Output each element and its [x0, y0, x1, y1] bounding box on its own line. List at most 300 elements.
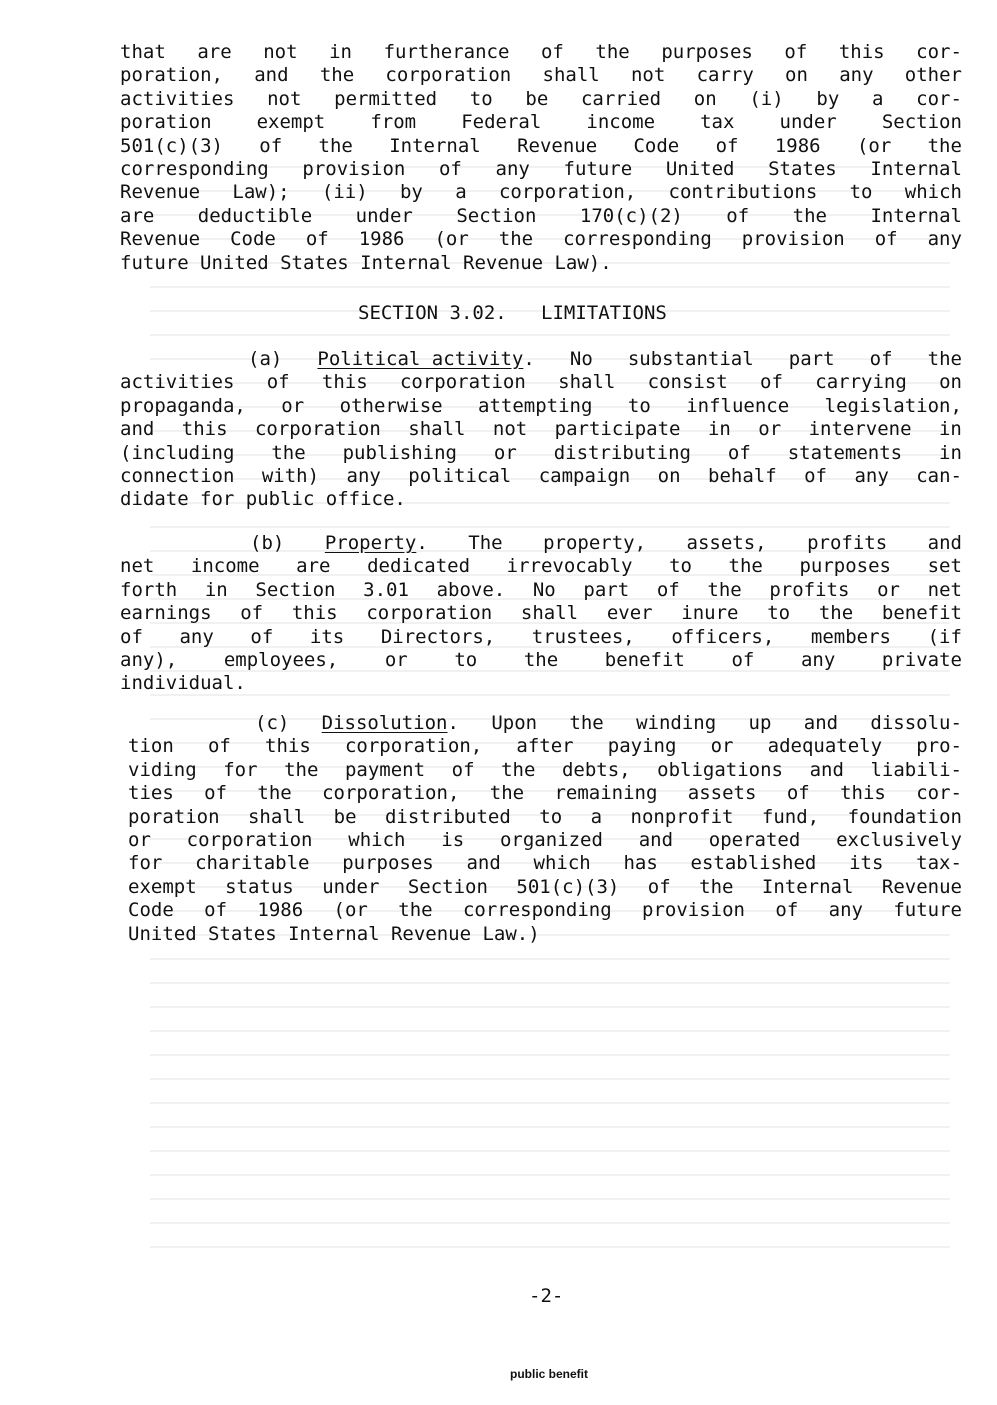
word: or — [128, 828, 151, 851]
word: (or — [434, 228, 469, 251]
text-line — [128, 852, 962, 875]
word: in — [204, 578, 228, 601]
word: the — [319, 64, 355, 87]
word: behalf — [708, 464, 777, 487]
word: irrevocably — [506, 555, 633, 578]
word: winding — [636, 712, 717, 734]
word: Section — [881, 111, 962, 134]
word: for — [223, 758, 258, 781]
word: part — [583, 578, 630, 601]
word: exclusively — [836, 828, 962, 851]
word: (including — [120, 441, 235, 464]
word: shall — [542, 64, 600, 87]
word: substantial — [627, 348, 754, 370]
word: payment — [344, 758, 426, 781]
word: future — [120, 251, 189, 274]
word: net — [120, 555, 155, 578]
word: up — [748, 712, 772, 734]
word: its — [309, 625, 345, 648]
word: to — [849, 181, 873, 204]
word: and — [803, 712, 839, 734]
word: Internal — [389, 134, 481, 157]
word: charitable — [195, 852, 310, 875]
word: poration, — [120, 64, 223, 87]
word: and — [638, 828, 674, 851]
word: participate — [554, 418, 681, 441]
word: States — [768, 157, 837, 180]
word: inure — [681, 602, 739, 625]
word: of — [250, 625, 274, 648]
word: shall — [247, 805, 306, 828]
word: of — [726, 204, 750, 227]
word: nonprofit — [630, 805, 734, 828]
text-line — [120, 158, 962, 181]
subsection-title: Dissolution — [321, 712, 448, 734]
subsection-label: (a) — [248, 348, 283, 370]
word: otherwise — [339, 394, 443, 417]
word: the — [498, 228, 534, 251]
word: assets, — [686, 532, 767, 554]
text-line — [120, 602, 962, 625]
word: are — [296, 555, 331, 578]
text-line — [120, 135, 962, 158]
word: dissolu- — [870, 712, 962, 734]
word: under — [355, 204, 413, 227]
word: shall — [558, 371, 616, 394]
word: Law). — [554, 251, 612, 274]
word: the — [489, 782, 525, 805]
word: the — [398, 899, 433, 922]
word: purposes — [342, 852, 434, 875]
word: any — [800, 648, 836, 671]
word: organized — [499, 828, 603, 851]
word: benefit — [881, 602, 962, 625]
word: attempting — [478, 394, 593, 417]
word: Revenue — [881, 875, 962, 898]
paragraph-dissolution — [120, 712, 962, 946]
word: under — [779, 111, 837, 134]
word: pro- — [916, 735, 962, 758]
word: the — [257, 782, 292, 805]
section-heading: SECTION 3.02. LIMITATIONS — [358, 302, 667, 324]
word: be — [525, 87, 549, 110]
word: distributing — [553, 441, 691, 464]
word: 3.01 — [363, 578, 409, 601]
word: publishing — [342, 441, 457, 464]
word: any — [346, 464, 381, 487]
word: on — [785, 64, 808, 87]
word: corresponding — [563, 228, 712, 251]
word: United — [665, 157, 735, 180]
word: of — [240, 602, 264, 625]
paragraph-property — [120, 532, 962, 696]
word: tax- — [916, 852, 962, 875]
footer-label: public benefit — [510, 1367, 588, 1381]
word: corresponding — [462, 899, 612, 922]
text-line — [128, 806, 962, 829]
word: Internal — [870, 204, 962, 227]
subsection-label: (b) — [250, 532, 285, 554]
word: Revenue — [517, 134, 598, 157]
word: the — [728, 555, 763, 578]
word: to — [454, 648, 478, 671]
word: to — [669, 555, 692, 578]
word: any — [828, 899, 863, 922]
text-line — [120, 488, 962, 511]
word: which — [348, 828, 406, 851]
word: of — [869, 348, 893, 370]
word: debts, — [561, 758, 631, 781]
word: the — [271, 441, 306, 464]
word: legislation, — [824, 394, 962, 417]
word: 1986 — [257, 899, 304, 922]
word: are — [197, 41, 232, 63]
word: dedicated — [367, 555, 471, 578]
word: any), — [120, 648, 178, 671]
word: 170(c)(2) — [579, 204, 683, 227]
word: Code — [128, 899, 174, 922]
word: or — [877, 578, 900, 601]
word: or — [281, 394, 305, 417]
word: Upon — [491, 712, 538, 734]
subsection-title-group: Political activity. — [317, 348, 535, 370]
word: or — [758, 418, 782, 441]
word: are — [120, 204, 155, 227]
word: furtherance — [383, 41, 510, 63]
word: United — [200, 251, 269, 274]
word: influence — [686, 394, 790, 417]
word: corporation, — [498, 181, 637, 204]
word: ties — [128, 782, 174, 805]
word: provision — [741, 228, 845, 251]
word: the — [501, 758, 536, 781]
word: and — [927, 532, 962, 554]
word: tax — [700, 111, 735, 134]
word: any — [854, 464, 889, 487]
word: of — [804, 464, 827, 487]
word: propaganda, — [120, 394, 246, 417]
text-line — [128, 735, 962, 758]
word: not — [492, 418, 528, 441]
word: for — [128, 852, 163, 875]
word: of — [786, 782, 810, 805]
word: consist — [647, 371, 728, 394]
word: in — [329, 41, 352, 63]
word: on — [693, 87, 717, 110]
word: that — [120, 41, 166, 63]
word: poration — [128, 805, 220, 828]
text-line — [120, 395, 962, 418]
word: any — [495, 157, 530, 180]
word: members — [810, 625, 891, 648]
word: with) — [261, 464, 320, 487]
word: a — [871, 87, 884, 110]
word: or — [710, 735, 734, 758]
word: a — [590, 805, 603, 828]
word: of — [305, 228, 329, 251]
text-line — [120, 418, 962, 441]
word: other — [904, 64, 962, 87]
word: Code — [633, 134, 680, 157]
word: this — [181, 418, 228, 441]
word: status — [225, 875, 294, 898]
word: Section — [255, 578, 336, 601]
word: contributions — [668, 181, 818, 204]
word: assets — [687, 782, 757, 805]
text-line — [120, 442, 962, 465]
word: from — [370, 111, 417, 134]
word: adequately — [767, 735, 883, 758]
word: the — [523, 648, 559, 671]
word: has — [623, 852, 658, 875]
word: the — [284, 758, 319, 781]
word: activities — [120, 371, 235, 394]
word: the — [569, 712, 604, 734]
word: income — [190, 555, 260, 578]
word: the — [792, 204, 827, 227]
word: on — [657, 464, 681, 487]
subsection-title: Property — [324, 532, 417, 554]
word: to — [767, 602, 791, 625]
word: the — [318, 134, 353, 157]
word: liabili- — [870, 758, 962, 781]
paragraph-political-activity — [120, 348, 962, 512]
word: didate — [120, 488, 189, 511]
word: connection — [120, 464, 235, 487]
word: Law.) — [482, 922, 540, 945]
word: part — [788, 348, 835, 370]
word: Revenue — [390, 922, 472, 945]
word: not — [630, 64, 666, 87]
word: on — [939, 371, 962, 394]
word: to — [539, 805, 563, 828]
word: exempt — [128, 875, 197, 898]
word: the — [818, 602, 854, 625]
word: 1986 — [358, 228, 405, 251]
word: after — [516, 735, 574, 758]
word: this — [265, 735, 311, 758]
word: forth — [120, 578, 178, 601]
word: and — [809, 758, 844, 781]
word: 1986 — [774, 134, 821, 157]
word: corporation — [254, 418, 381, 441]
text-line — [120, 555, 962, 578]
word: or — [493, 441, 517, 464]
word: Revenue — [463, 251, 544, 274]
word: shall — [408, 418, 466, 441]
word: any — [179, 625, 214, 648]
text-line — [120, 649, 962, 672]
word: of — [204, 899, 228, 922]
word: Revenue — [120, 228, 201, 251]
word: (or — [333, 899, 368, 922]
word: which — [904, 181, 962, 204]
word: of — [715, 134, 739, 157]
word: fund, — [761, 805, 820, 828]
word: to — [469, 87, 493, 110]
word: of — [259, 134, 283, 157]
word: cor- — [916, 87, 962, 110]
word: or — [384, 648, 408, 671]
word: No — [569, 348, 593, 370]
text-line — [120, 465, 962, 488]
word: United — [128, 922, 197, 945]
subsection-title: Political activity — [317, 348, 524, 370]
word: of — [438, 157, 462, 180]
word: Internal — [761, 875, 854, 898]
word: the — [927, 348, 962, 370]
word: in — [707, 418, 731, 441]
word: 501(c)(3) — [120, 134, 223, 157]
word: Code — [230, 228, 276, 251]
word: of — [647, 875, 671, 898]
word: of — [266, 371, 290, 394]
word: and — [120, 418, 155, 441]
text-line — [128, 899, 962, 922]
page-number: -2- — [529, 1285, 564, 1307]
word: not — [267, 87, 302, 110]
word: of — [874, 228, 898, 251]
word: is — [441, 828, 465, 851]
word: for — [200, 488, 235, 511]
word: corporation — [186, 828, 313, 851]
word: of — [760, 371, 783, 394]
word: statements — [787, 441, 903, 464]
text-line — [120, 64, 962, 87]
word: exempt — [256, 111, 326, 134]
text-line — [120, 626, 962, 649]
word: of — [727, 441, 751, 464]
word: future — [893, 899, 962, 922]
word: of — [540, 41, 564, 63]
word: this — [321, 371, 368, 394]
word: corporation, — [344, 735, 483, 758]
word: its — [849, 852, 884, 875]
word: corporation — [399, 371, 526, 394]
subsection-label: (c) — [255, 712, 290, 734]
word: employees, — [223, 648, 339, 671]
word: a — [455, 181, 467, 204]
word: by — [399, 181, 423, 204]
text-line — [128, 759, 962, 782]
word: ever — [606, 602, 653, 625]
word: the — [927, 134, 962, 157]
word: to — [627, 394, 651, 417]
word: remaining — [554, 782, 658, 805]
word: States — [208, 922, 277, 945]
word: (i) — [749, 87, 784, 110]
text-line — [128, 829, 962, 852]
text-line — [120, 371, 962, 394]
word: in — [938, 418, 962, 441]
word: private — [881, 648, 962, 671]
word: under — [322, 875, 380, 898]
word: political — [408, 464, 512, 487]
word: operated — [708, 828, 801, 851]
text-line — [120, 228, 962, 251]
word: by — [816, 87, 840, 110]
text-line — [120, 111, 962, 134]
text-line — [120, 672, 962, 695]
text-line — [128, 923, 962, 946]
word: property, — [543, 532, 647, 554]
text-line — [120, 181, 962, 204]
word: purposes — [799, 555, 891, 578]
word: of — [731, 648, 755, 671]
word: established — [690, 852, 817, 875]
word: the — [699, 875, 734, 898]
word: foundation — [847, 805, 962, 828]
word: this — [840, 782, 886, 805]
word: profits — [769, 578, 850, 601]
word: profits — [807, 532, 888, 554]
word: corporation — [366, 602, 493, 625]
subsection-title-group: Dissolution. — [321, 712, 459, 734]
word: paying — [607, 735, 677, 758]
word: any — [927, 228, 962, 251]
word: Section — [456, 204, 537, 227]
word: public — [245, 488, 315, 511]
word: Revenue — [120, 181, 201, 204]
word: and — [254, 64, 289, 87]
word: and — [466, 852, 501, 875]
word: provision — [642, 899, 745, 922]
word: can- — [916, 464, 962, 487]
word: corporation — [385, 64, 512, 87]
word: this — [838, 41, 885, 63]
word: the — [707, 578, 742, 601]
word: in — [939, 441, 962, 464]
word: (ii) — [321, 181, 368, 204]
word: provision — [302, 157, 406, 180]
word: 501(c)(3) — [516, 875, 620, 898]
word: distributed — [384, 805, 511, 828]
word: carried — [580, 87, 662, 110]
word: carrying — [815, 371, 907, 394]
word: intervene — [808, 418, 912, 441]
word: cor- — [916, 41, 962, 63]
word: of — [204, 782, 228, 805]
word: campaign — [538, 464, 631, 487]
word: set — [927, 555, 962, 578]
text-line — [120, 579, 962, 602]
word: this — [291, 602, 338, 625]
word: purposes — [661, 41, 753, 63]
word: Section — [407, 875, 488, 898]
word: Internal — [288, 922, 380, 945]
text-line — [120, 41, 962, 64]
word: income — [586, 111, 656, 134]
word: Internal — [360, 251, 452, 274]
text-line — [128, 876, 962, 899]
word: of — [656, 578, 680, 601]
word: any — [839, 64, 874, 87]
word: trustees, — [531, 625, 635, 648]
word: of — [120, 625, 143, 648]
word: the — [595, 41, 630, 63]
word: obligations — [657, 758, 784, 781]
word: No — [532, 578, 556, 601]
word: above. — [436, 578, 506, 601]
text-line — [120, 88, 962, 111]
word: poration — [120, 111, 212, 134]
word: Federal — [461, 111, 542, 134]
word: corporation, — [322, 782, 460, 805]
paragraph-purposes-continued — [120, 41, 962, 275]
word: office. — [325, 488, 406, 511]
word: carry — [696, 64, 754, 87]
word: of — [775, 899, 799, 922]
